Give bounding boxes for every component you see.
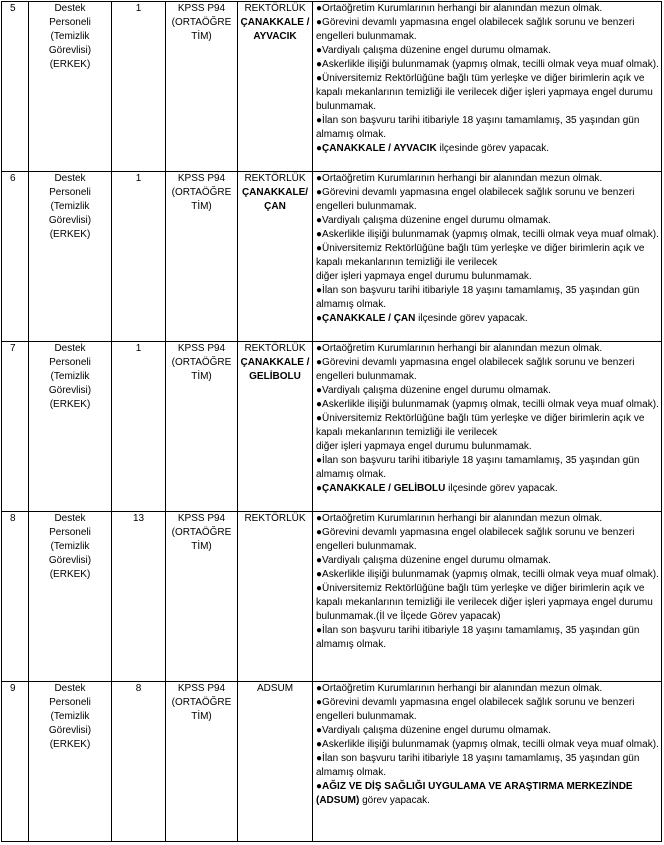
kpss-cell — [166, 512, 238, 682]
kpss-line: KPSS P94 — [177, 513, 226, 524]
kpss-line: TİM) — [191, 31, 212, 42]
position-line: Personeli — [49, 357, 91, 368]
requirement-item: ●Ortaöğretim Kurumlarının herhangi bir alanından mezun olmak. — [316, 343, 603, 354]
kpss-line: (ORTAÖĞRE — [171, 357, 232, 368]
requirements-cell — [313, 172, 662, 342]
unit-location: GELİBOLU — [249, 371, 301, 382]
requirement-item: ●Vardiyalı çalışma düzenine engel durumu olmamak. — [316, 45, 551, 56]
duty-location-bold: ●ÇANAKKALE / AYVACIK — [316, 143, 437, 154]
requirement-item: diğer işleri yapmaya engel durumu bulunmamak. — [316, 441, 532, 452]
position-line: Destek — [54, 513, 86, 524]
requirement-item: ●İlan son başvuru tarihi itibariyle 18 yaşını tamamlamış, 35 yaşından gün almamış olmak. — [316, 455, 640, 480]
unit-location: ÇANAKKALE / — [240, 17, 310, 28]
count-cell — [112, 172, 166, 342]
unit-name: ADSUM — [256, 683, 294, 694]
position-line: (ERKEK) — [49, 399, 91, 410]
row-number: 8 — [10, 513, 16, 524]
duty-location-text: ilçesinde görev yapacak. — [436, 143, 549, 154]
position-line: Destek — [54, 3, 86, 14]
position-line: Personeli — [49, 187, 91, 198]
requirement-item: ●Ortaöğretim Kurumlarının herhangi bir alanından mezun olmak. — [316, 173, 603, 184]
requirement-item: ●Askerlikle ilişiği bulunmamak (yapmış olmak, tecilli olmak veya muaf olmak). — [316, 569, 659, 580]
unit-name: REKTÖRLÜK — [244, 513, 306, 524]
count-cell — [112, 682, 166, 842]
position-line: Personeli — [49, 17, 91, 28]
kpss-cell — [166, 342, 238, 512]
table-row — [2, 512, 662, 682]
requirement-item: ●İlan son başvuru tarihi itibariyle 18 yaşını tamamlamış, 35 yaşından gün almamış olmak. — [316, 753, 640, 778]
kpss-cell — [166, 682, 238, 842]
requirement-item: ●İlan son başvuru tarihi itibariyle 18 yaşını tamamlamış, 35 yaşından gün almamış olmak. — [316, 625, 640, 650]
kpss-line: KPSS P94 — [177, 173, 226, 184]
position-cell — [29, 682, 112, 842]
table-row — [2, 342, 662, 512]
position-cell — [29, 172, 112, 342]
job-listing-table — [1, 1, 662, 842]
requirement-item: ●Askerlikle ilişiği bulunmamak (yapmış olmak, tecilli olmak veya muaf olmak). — [316, 229, 659, 240]
unit-name: REKTÖRLÜK — [244, 343, 306, 354]
requirement-item: ●Askerlikle ilişiği bulunmamak (yapmış olmak, tecilli olmak veya muaf olmak). — [316, 399, 659, 410]
requirement-item: ●Ortaöğretim Kurumlarının herhangi bir alanından mezun olmak. — [316, 513, 603, 524]
unit-cell — [238, 2, 313, 172]
unit-cell — [238, 512, 313, 682]
position-count: 1 — [135, 343, 142, 354]
unit-cell — [238, 172, 313, 342]
row-number-cell — [2, 512, 29, 682]
duty-location-note — [315, 482, 659, 496]
position-line: Görevlisi) — [48, 45, 92, 56]
position-line: Destek — [54, 343, 86, 354]
position-line: (Temizlik — [50, 711, 90, 722]
kpss-cell — [166, 172, 238, 342]
position-line: (ERKEK) — [49, 59, 91, 70]
requirement-item: ●Üniversitemiz Rektörlüğüne bağlı tüm yerleşke ve diğer birimlerin açık ve kapalı mekanlarının temizliği ile verilecek diğer işleri yapmaya engel durumu bulunmamak.(İl ve İlçede Görev yapacak) — [316, 583, 653, 622]
row-number: 9 — [10, 683, 16, 694]
duty-location-text: ilçesinde görev yapacak. — [415, 313, 528, 324]
unit-location: AYVACIK — [253, 31, 297, 42]
position-line: (Temizlik — [50, 201, 90, 212]
table-row — [2, 2, 662, 172]
kpss-line: TİM) — [191, 541, 212, 552]
position-line: (ERKEK) — [49, 229, 91, 240]
requirement-item: ●Üniversitemiz Rektörlüğüne bağlı tüm yerleşke ve diğer birimlerin açık ve kapalı mekanlarının temizliği ile verilecek diğer işleri yapmaya engel durumu bulunmamak. — [316, 73, 653, 112]
position-count: 1 — [135, 3, 142, 14]
duty-location-note — [315, 142, 659, 156]
duty-location-note — [315, 312, 659, 326]
requirement-item: ●Görevini devamlı yapmasına engel olabilecek sağlık sorunu ve benzeri engelleri bulunmamak. — [316, 357, 635, 382]
kpss-line: KPSS P94 — [177, 343, 226, 354]
count-cell — [112, 2, 166, 172]
position-cell — [29, 2, 112, 172]
requirement-item: ●Görevini devamlı yapmasına engel olabilecek sağlık sorunu ve benzeri engelleri bulunmamak. — [316, 527, 635, 552]
position-count: 8 — [135, 683, 142, 694]
duty-location-bold: ●ÇANAKKALE / ÇAN — [316, 313, 416, 324]
position-line: Görevlisi) — [48, 725, 92, 736]
requirement-item: ●Görevini devamlı yapmasına engel olabilecek sağlık sorunu ve benzeri engelleri bulunmamak. — [316, 17, 635, 42]
requirements-cell — [313, 2, 662, 172]
requirement-item: ●Askerlikle ilişiği bulunmamak (yapmış olmak, tecilli olmak veya muaf olmak). — [316, 739, 659, 750]
unit-location: ÇAN — [264, 201, 286, 212]
requirement-item: ●İlan son başvuru tarihi itibariyle 18 yaşını tamamlamış, 35 yaşından gün almamış olmak. — [316, 115, 640, 140]
position-cell — [29, 342, 112, 512]
unit-cell — [238, 682, 313, 842]
kpss-cell — [166, 2, 238, 172]
kpss-line: TİM) — [191, 371, 212, 382]
kpss-line: TİM) — [191, 201, 212, 212]
kpss-line: KPSS P94 — [177, 683, 226, 694]
requirement-item: ●Vardiyalı çalışma düzenine engel durumu olmamak. — [316, 555, 551, 566]
position-line: (ERKEK) — [49, 739, 91, 750]
position-count: 13 — [132, 513, 145, 524]
position-cell — [29, 512, 112, 682]
row-number-cell — [2, 342, 29, 512]
position-line: Destek — [54, 173, 86, 184]
count-cell — [112, 512, 166, 682]
requirement-item: ●Vardiyalı çalışma düzenine engel durumu olmamak. — [316, 725, 551, 736]
duty-location-bold: ●AĞIZ VE DİŞ SAĞLIĞI UYGULAMA VE ARAŞTIRMA MERKEZİNDE (ADSUM) — [316, 781, 633, 806]
kpss-line: (ORTAÖĞRE — [171, 527, 232, 538]
unit-name: REKTÖRLÜK — [244, 173, 306, 184]
requirement-item: ●Üniversitemiz Rektörlüğüne bağlı tüm yerleşke ve diğer birimlerin açık ve kapalı mekanlarının temizliği ile verilecek — [316, 243, 645, 268]
requirement-item: ●Ortaöğretim Kurumlarının herhangi bir alanından mezun olmak. — [316, 3, 603, 14]
requirement-item: ●Üniversitemiz Rektörlüğüne bağlı tüm yerleşke ve diğer birimlerin açık ve kapalı mekanlarının temizliği ile verilecek — [316, 413, 645, 438]
duty-location-text: ilçesinde görev yapacak. — [445, 483, 558, 494]
requirements-cell — [313, 512, 662, 682]
row-number-cell — [2, 172, 29, 342]
row-number: 5 — [10, 3, 16, 14]
table-row — [2, 172, 662, 342]
kpss-line: (ORTAÖĞRE — [171, 17, 232, 28]
table-body — [2, 2, 662, 842]
row-number: 7 — [10, 343, 16, 354]
requirement-item: ●Görevini devamlı yapmasına engel olabilecek sağlık sorunu ve benzeri engelleri bulunmamak. — [316, 187, 635, 212]
unit-location: ÇANAKKALE / — [240, 357, 310, 368]
requirement-item: ●Görevini devamlı yapmasına engel olabilecek sağlık sorunu ve benzeri engelleri bulunmamak. — [316, 697, 635, 722]
position-line: (Temizlik — [50, 31, 90, 42]
kpss-line: (ORTAÖĞRE — [171, 697, 232, 708]
position-line: (ERKEK) — [49, 569, 91, 580]
requirement-item: ●Ortaöğretim Kurumlarının herhangi bir alanından mezun olmak. — [316, 683, 603, 694]
unit-location: ÇANAKKALE/ — [241, 187, 309, 198]
unit-name: REKTÖRLÜK — [244, 3, 306, 14]
position-line: Destek — [54, 683, 86, 694]
row-number-cell — [2, 2, 29, 172]
position-line: Personeli — [49, 697, 91, 708]
requirement-item: ●İlan son başvuru tarihi itibariyle 18 yaşını tamamlamış, 35 yaşından gün almamış olmak. — [316, 285, 640, 310]
count-cell — [112, 342, 166, 512]
position-line: Görevlisi) — [48, 555, 92, 566]
requirement-item: ●Vardiyalı çalışma düzenine engel durumu olmamak. — [316, 385, 551, 396]
requirements-cell — [313, 682, 662, 842]
position-count: 1 — [135, 173, 142, 184]
duty-location-bold: ●ÇANAKKALE / GELİBOLU — [316, 483, 446, 494]
duty-location-text: görev yapacak. — [359, 795, 430, 806]
row-number-cell — [2, 682, 29, 842]
unit-cell — [238, 342, 313, 512]
requirement-item: ●Askerlikle ilişiği bulunmamak (yapmış olmak, tecilli olmak veya muaf olmak). — [316, 59, 659, 70]
position-line: Personeli — [49, 527, 91, 538]
position-line: Görevlisi) — [48, 385, 92, 396]
kpss-line: KPSS P94 — [177, 3, 226, 14]
requirement-item: ●Vardiyalı çalışma düzenine engel durumu olmamak. — [316, 215, 551, 226]
position-line: Görevlisi) — [48, 215, 92, 226]
kpss-line: TİM) — [191, 711, 212, 722]
kpss-line: (ORTAÖĞRE — [171, 187, 232, 198]
table-row — [2, 682, 662, 842]
requirements-cell — [313, 342, 662, 512]
duty-location-note — [315, 780, 659, 808]
row-number: 6 — [10, 173, 16, 184]
requirement-item: diğer işleri yapmaya engel durumu bulunmamak. — [316, 271, 532, 282]
position-line: (Temizlik — [50, 371, 90, 382]
position-line: (Temizlik — [50, 541, 90, 552]
